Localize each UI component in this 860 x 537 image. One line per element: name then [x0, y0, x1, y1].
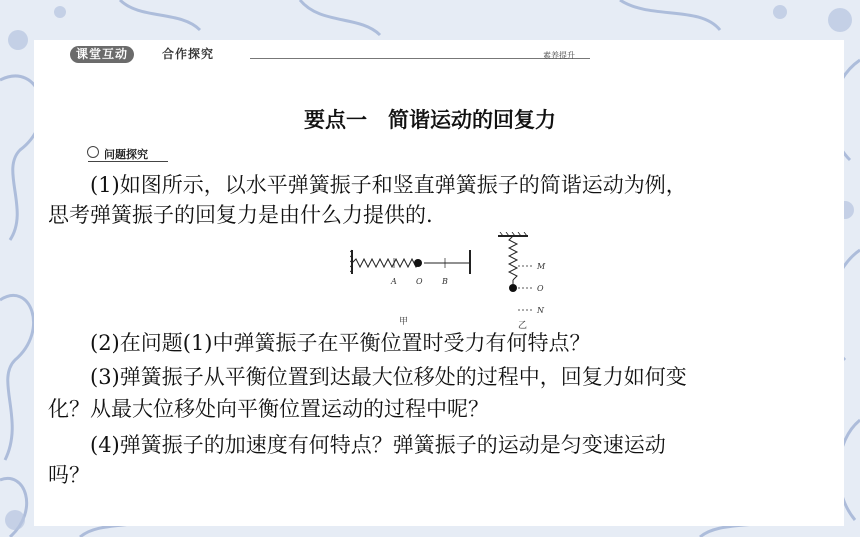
question-2: (2)在问题(1)中弹簧振子在平衡位置时受力有何特点？	[90, 331, 591, 355]
section-label: 问题探究	[104, 148, 148, 161]
label-N: N	[537, 306, 544, 315]
label-A: A	[391, 277, 397, 286]
horizontal-mass-ball	[414, 259, 422, 267]
caption-jia: 甲	[399, 317, 409, 327]
vertical-mass-ball	[509, 284, 517, 292]
page-title: 要点一 简谐运动的回复力	[304, 108, 556, 132]
horizontal-spring-diagram	[350, 250, 470, 274]
section-underline	[88, 161, 168, 162]
question-4-line-1: (4)弹簧振子的加速度有何特点？弹簧振子的运动是匀变速运动	[90, 433, 666, 457]
caption-yi: 乙	[518, 321, 528, 331]
header-divider	[250, 58, 590, 59]
label-M: M	[537, 262, 546, 271]
question-3-line-2: 化？从最大位移处向平衡位置运动的过程中呢？	[48, 397, 489, 421]
label-B: B	[442, 277, 448, 286]
label-O-left: O	[416, 277, 423, 286]
question-icon	[87, 146, 99, 158]
label-O-right: O	[537, 284, 544, 293]
header-tag-cooperative: 合作探究	[162, 47, 215, 61]
question-1-line-2: 思考弹簧振子的回复力是由什么力提供的.	[48, 203, 433, 227]
question-3-line-1: (3)弹簧振子从平衡位置到达最大位移处的过程中，回复力如何变	[90, 365, 687, 389]
question-1-line-1: (1)如图所示，以水平弹簧振子和竖直弹簧振子的简谐运动为例，	[90, 173, 687, 197]
question-4-line-2: 吗？	[48, 463, 90, 487]
header-corner-label: 素养提升	[543, 51, 575, 60]
spring-oscillator-figure	[350, 232, 560, 332]
header-tag-classroom: 课堂互动	[70, 46, 134, 63]
vertical-spring-diagram	[498, 232, 534, 310]
